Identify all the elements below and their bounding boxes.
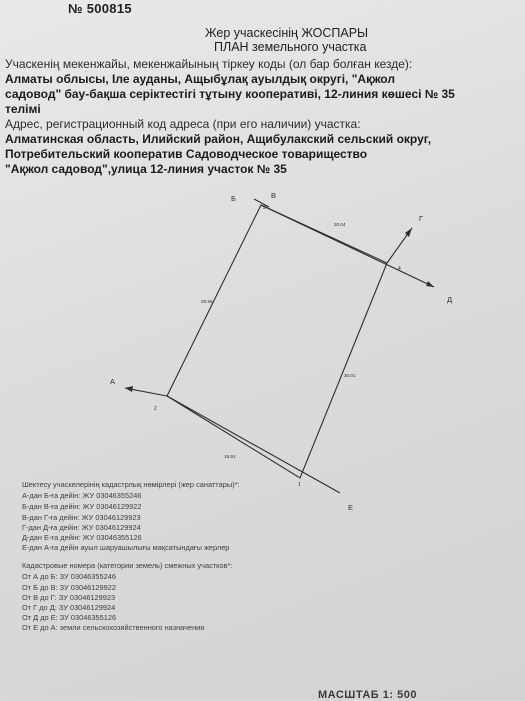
neighbors-ru-row: От А до Б: ЗУ 03046355246 [22,572,116,581]
point-4: 4 [398,266,401,272]
arrow-a [125,386,133,392]
measure-bottom: 19.91 [224,454,236,459]
label-v: В [271,191,277,200]
label-b: Б [231,194,236,203]
label-d: Д [447,295,453,304]
extension-line-v-d [261,205,434,287]
plot-boundary [167,205,387,478]
measure-left: 28.96 [201,299,213,304]
neighbors-ru-row: От Е до А: земли сельскохозяйственного назначения [22,623,205,632]
measure-top: 20.04 [334,222,346,227]
neighbors-kz-row: Д-дан Е-ға дейін: ЖУ 03046355126 [22,533,142,542]
neighbors-kz-title: Шектесу учаскелерінің кадастрлық нөмірлері (жер санаттары)*: [22,480,240,489]
scale-label: МАСШТАБ 1: 500 [318,689,417,701]
point-3: 3 [263,205,266,211]
label-a: А [110,377,116,386]
label-e: Е [348,503,354,512]
neighbors-kz-row: А-дан Б-ға дейін: ЖУ 03046355246 [22,491,142,500]
neighbors-ru-row: От Г до Д: ЗУ 03046129924 [22,603,116,612]
title-russian: ПЛАН земельного участка [214,40,367,54]
address-ru-line-2: Потребительский кооператив Садоводческое товарищество [5,147,368,161]
address-label-kz: Учаскенің мекенжайы, мекенжайының тіркеу коды (ол бар болған кезде): [5,57,413,71]
neighbors-kz-row: Б-дан В-ға дейін: ЖУ 03046129922 [22,502,142,511]
address-ru-line-3: "Ақжол садовод",улица 12-линия участок № 35 [5,162,287,176]
document-number: № 500815 [68,1,132,16]
title-kazakh: Жер учаскесінің ЖОСПАРЫ [205,26,369,40]
neighbors-ru-row: От В до Г: ЗУ 03046129923 [22,593,116,602]
measure-right: 30.01 [344,373,356,378]
address-kz-line-2: садовод" бау-бақша серіктестігі тұтыну кооперативі, 12-линия көшесі № 35 [5,87,455,101]
neighbors-ru-row: От Д до Е: ЗУ 03046355126 [22,613,117,622]
neighbors-ru-row: От Б до В: ЗУ 03046129922 [22,583,116,592]
point-1: 1 [298,482,301,488]
address-kz-line-3: телімі [5,102,41,116]
address-ru-line-1: Алматинская область, Илийский район, Ащибулакский сельский округ, [5,132,432,146]
point-2: 2 [154,406,157,412]
label-g: Г [419,214,424,223]
address-label-ru: Адрес, регистрационный код адреса (при его наличии) участка: [5,117,361,131]
neighbors-ru-title: Кадастровые номера (категории земель) смежных участков*: [22,561,233,570]
neighbors-kz-row: Г-дан Д-ға дейін: ЖУ 03046129924 [22,523,141,532]
neighbors-kz-row: В-дан Г-ға дейін: ЖУ 03046129923 [22,513,141,522]
arrow-d [426,281,434,287]
address-kz-line-1: Алматы облысы, Іле ауданы, Ащыбұлақ ауылдық округі, "Ақжол [5,72,395,86]
neighbors-kz-row: Е-дан А-ға дейін ауыл шаруашылығы мақсатындағы жерлер [22,543,230,552]
